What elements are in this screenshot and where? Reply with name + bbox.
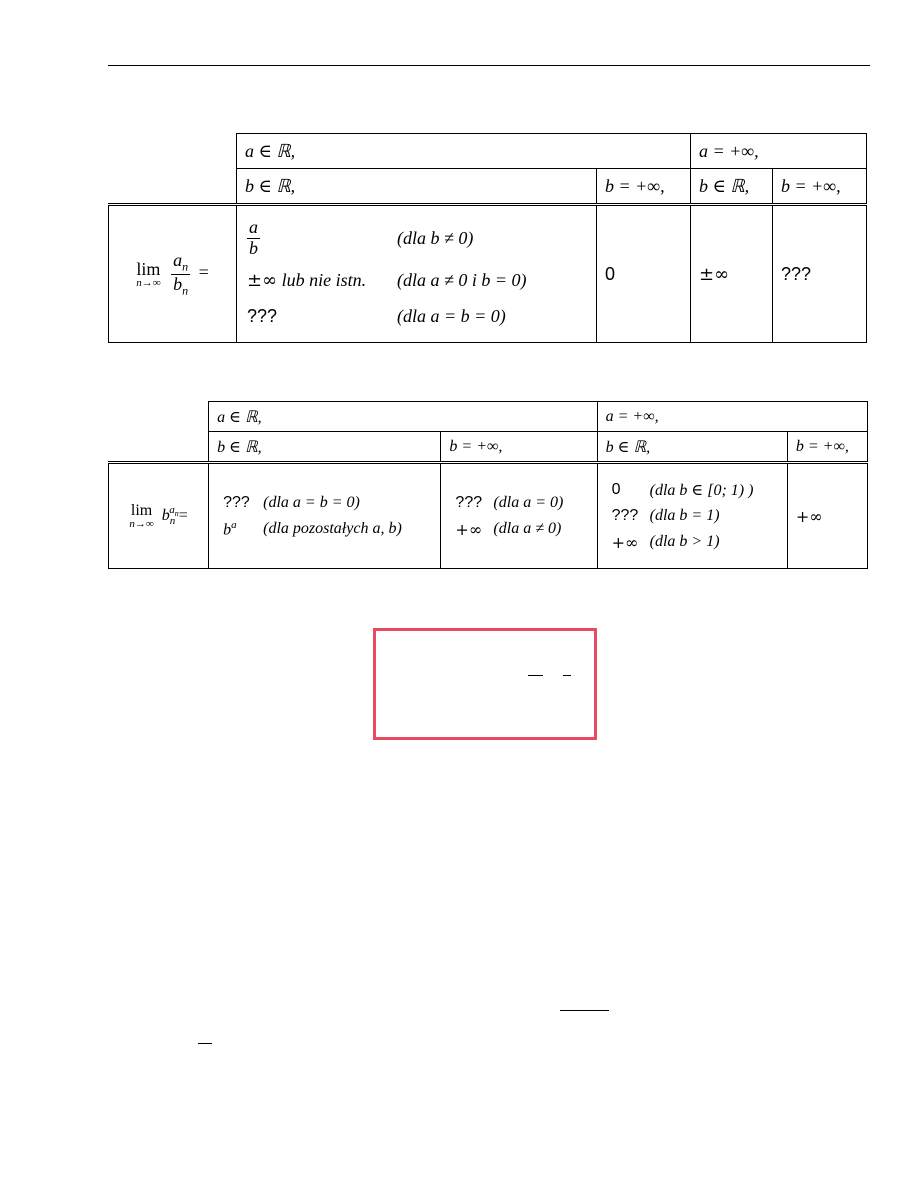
limit-quotient-table xyxy=(108,133,867,343)
case-condition: (dla b ∈ [0; 1) ) xyxy=(649,482,754,499)
case-condition: (dla b ≠ 0) xyxy=(397,227,474,248)
fraction-bar xyxy=(563,675,571,676)
header-b-real-2: b ∈ ℝ, xyxy=(691,169,773,205)
header-rule xyxy=(108,65,870,66)
case-condition: (dla a = b = 0) xyxy=(263,494,360,511)
header-a-real: a ∈ ℝ, xyxy=(237,134,691,169)
case-row: ±∞ lub nie istn. (dla a ≠ 0 i b = 0) xyxy=(247,269,527,291)
power-expression: $b_n^{a_n}$ xyxy=(161,504,179,527)
case-condition: (dla a ≠ 0 i b = 0) xyxy=(397,269,527,290)
limit-power-table xyxy=(108,401,868,569)
header-b-inf: b = +∞, xyxy=(597,169,691,205)
corner-blank xyxy=(109,134,237,205)
case-column-1 xyxy=(209,463,441,569)
case-condition: (dla a = b = 0) xyxy=(397,305,506,326)
case-condition: (dla b > 1) xyxy=(649,533,720,550)
cell-zero: 0 xyxy=(597,205,691,343)
fraction-bar xyxy=(560,1010,609,1011)
header-a-inf: a = +∞, xyxy=(597,402,867,432)
fraction-bar xyxy=(198,1043,212,1044)
lim-operator: lim n→∞ xyxy=(136,258,161,289)
highlight-box xyxy=(373,628,597,740)
fraction-a-over-b: $\frac{a}{b}$ xyxy=(249,216,258,258)
case-column-a-real-b-real xyxy=(237,205,597,343)
header-b-inf-2: b = +∞, xyxy=(787,432,867,463)
header-a-real: a ∈ ℝ, xyxy=(209,402,598,432)
case-row: ??? (dla b = 1) xyxy=(611,507,720,524)
case-column-3 xyxy=(597,463,787,569)
case-row: +∞ (dla b > 1) xyxy=(611,532,720,552)
cell-undetermined: ??? xyxy=(773,205,867,343)
header-b-real-2: b ∈ ℝ, xyxy=(597,432,787,463)
case-row: ??? (dla a = 0) xyxy=(455,494,564,511)
header-b-real: b ∈ ℝ, xyxy=(237,169,597,205)
lim-operator: lim n→∞ xyxy=(129,501,154,530)
header-b-inf: b = +∞, xyxy=(441,432,597,463)
header-b-inf-2: b = +∞, xyxy=(773,169,867,205)
header-b-real: b ∈ ℝ, xyxy=(209,432,441,463)
case-row xyxy=(247,214,588,262)
case-row: ??? (dla a = b = 0) xyxy=(223,494,360,511)
case-row: +∞ (dla a ≠ 0) xyxy=(455,519,562,539)
cell-plus-infinity: +∞ xyxy=(787,463,867,569)
case-condition: (dla pozostałych a, b) xyxy=(263,520,402,537)
cell-plus-minus-infinity: ±∞ xyxy=(691,205,773,343)
case-condition: (dla a ≠ 0) xyxy=(493,520,562,537)
case-condition: (dla b = 1) xyxy=(649,507,720,524)
row-label-quotient-limit: lim n→∞ $\frac{a_n}{b_n}$ = xyxy=(109,205,237,343)
case-row: ??? (dla a = b = 0) xyxy=(247,305,506,326)
row-label-power-limit: lim n→∞ $b_n^{a_n}=$ xyxy=(109,463,209,569)
corner-blank xyxy=(109,402,209,463)
case-row: 0 (dla b ∈ [0; 1) ) xyxy=(611,481,754,499)
case-column-2 xyxy=(441,463,597,569)
case-condition: (dla a = 0) xyxy=(493,494,564,511)
quotient-fraction: $\frac{a_n}{b_n}$ xyxy=(173,249,189,298)
fraction-bar xyxy=(528,675,543,676)
header-a-inf: a = +∞, xyxy=(691,134,867,169)
case-row: $b^a$ (dla pozostałych a, b) xyxy=(223,518,402,539)
